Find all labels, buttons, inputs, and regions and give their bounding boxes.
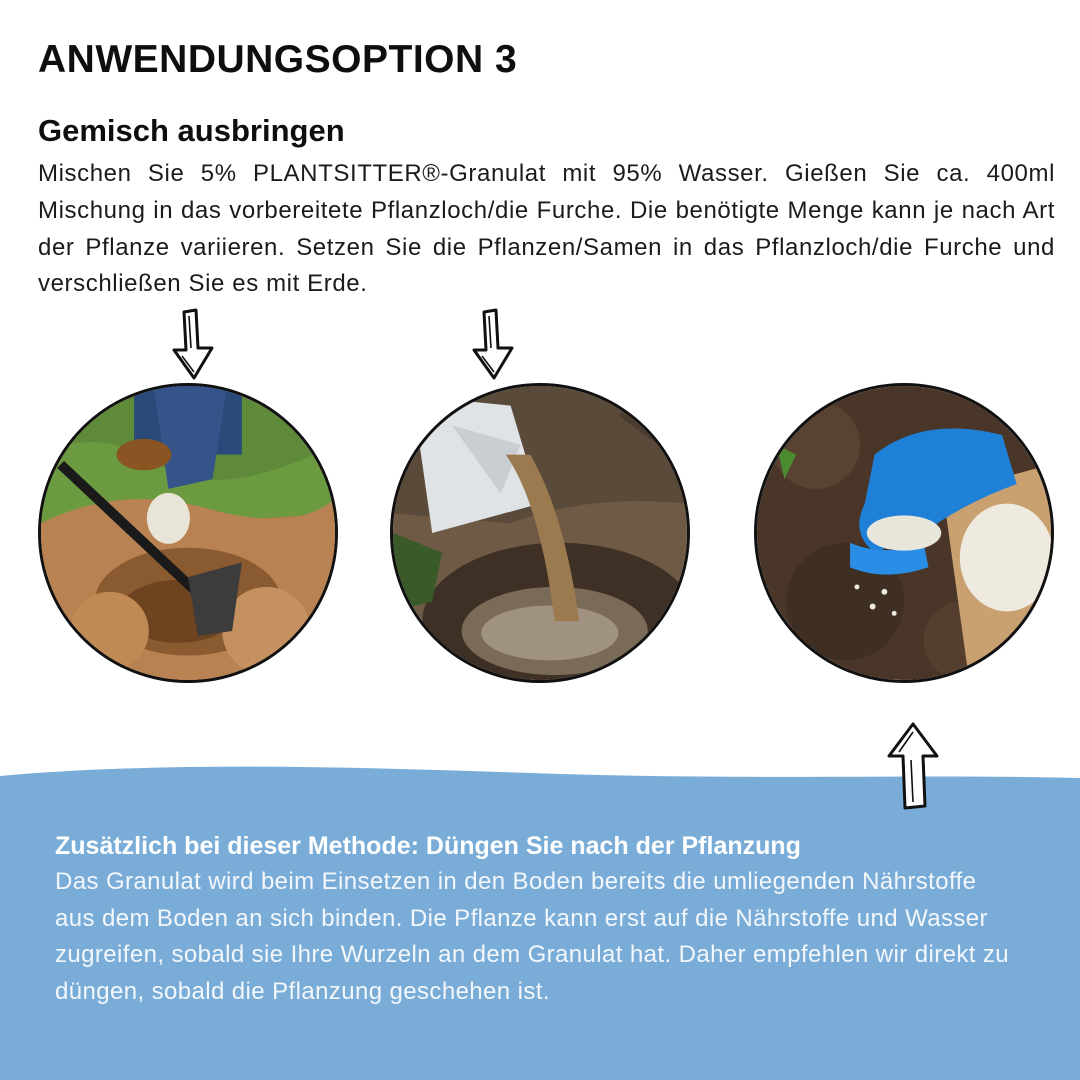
fertilizer-granules-photo [754,383,1054,683]
arrow-down-icon [470,308,516,382]
pouring-mixture-photo [390,383,690,683]
section-subtitle: Gemisch ausbringen [38,113,345,148]
info-heading: Zusätzlich bei dieser Methode: Düngen Sie nach der Pflanzung [55,832,801,860]
arrow-up-icon [885,720,941,812]
intro-paragraph: Mischen Sie 5% PLANTSITTER®-Granulat mit 95% Wasser. Gießen Sie ca. 400ml Mischung in das vorbereitete Pflanzloch/die Furche. Die benötigte Menge kann je nach Art der Pflanze variieren. Setzen Sie die Pflanzen/Samen in das Pflanzloch/die Furche und verschließen Sie es mit Erde. [38,160,1055,298]
arrow-down-icon [170,308,216,382]
info-paragraph: Das Granulat wird beim Einsetzen in den Boden bereits die umliegenden Nährstoffe aus dem Boden an sich binden. Die Pflanze kann erst auf die Nährstoffe und Wasser zugreifen, sobald sie Ihre Wurzeln an dem Granulat hat. Daher empfehlen wir direkt zu düngen, sobald die Pflanzung geschehen ist. [55,868,1010,1005]
page-title: ANWENDUNGSOPTION 3 [38,38,518,81]
digging-hole-photo [38,383,338,683]
info-section [55,828,1015,1010]
